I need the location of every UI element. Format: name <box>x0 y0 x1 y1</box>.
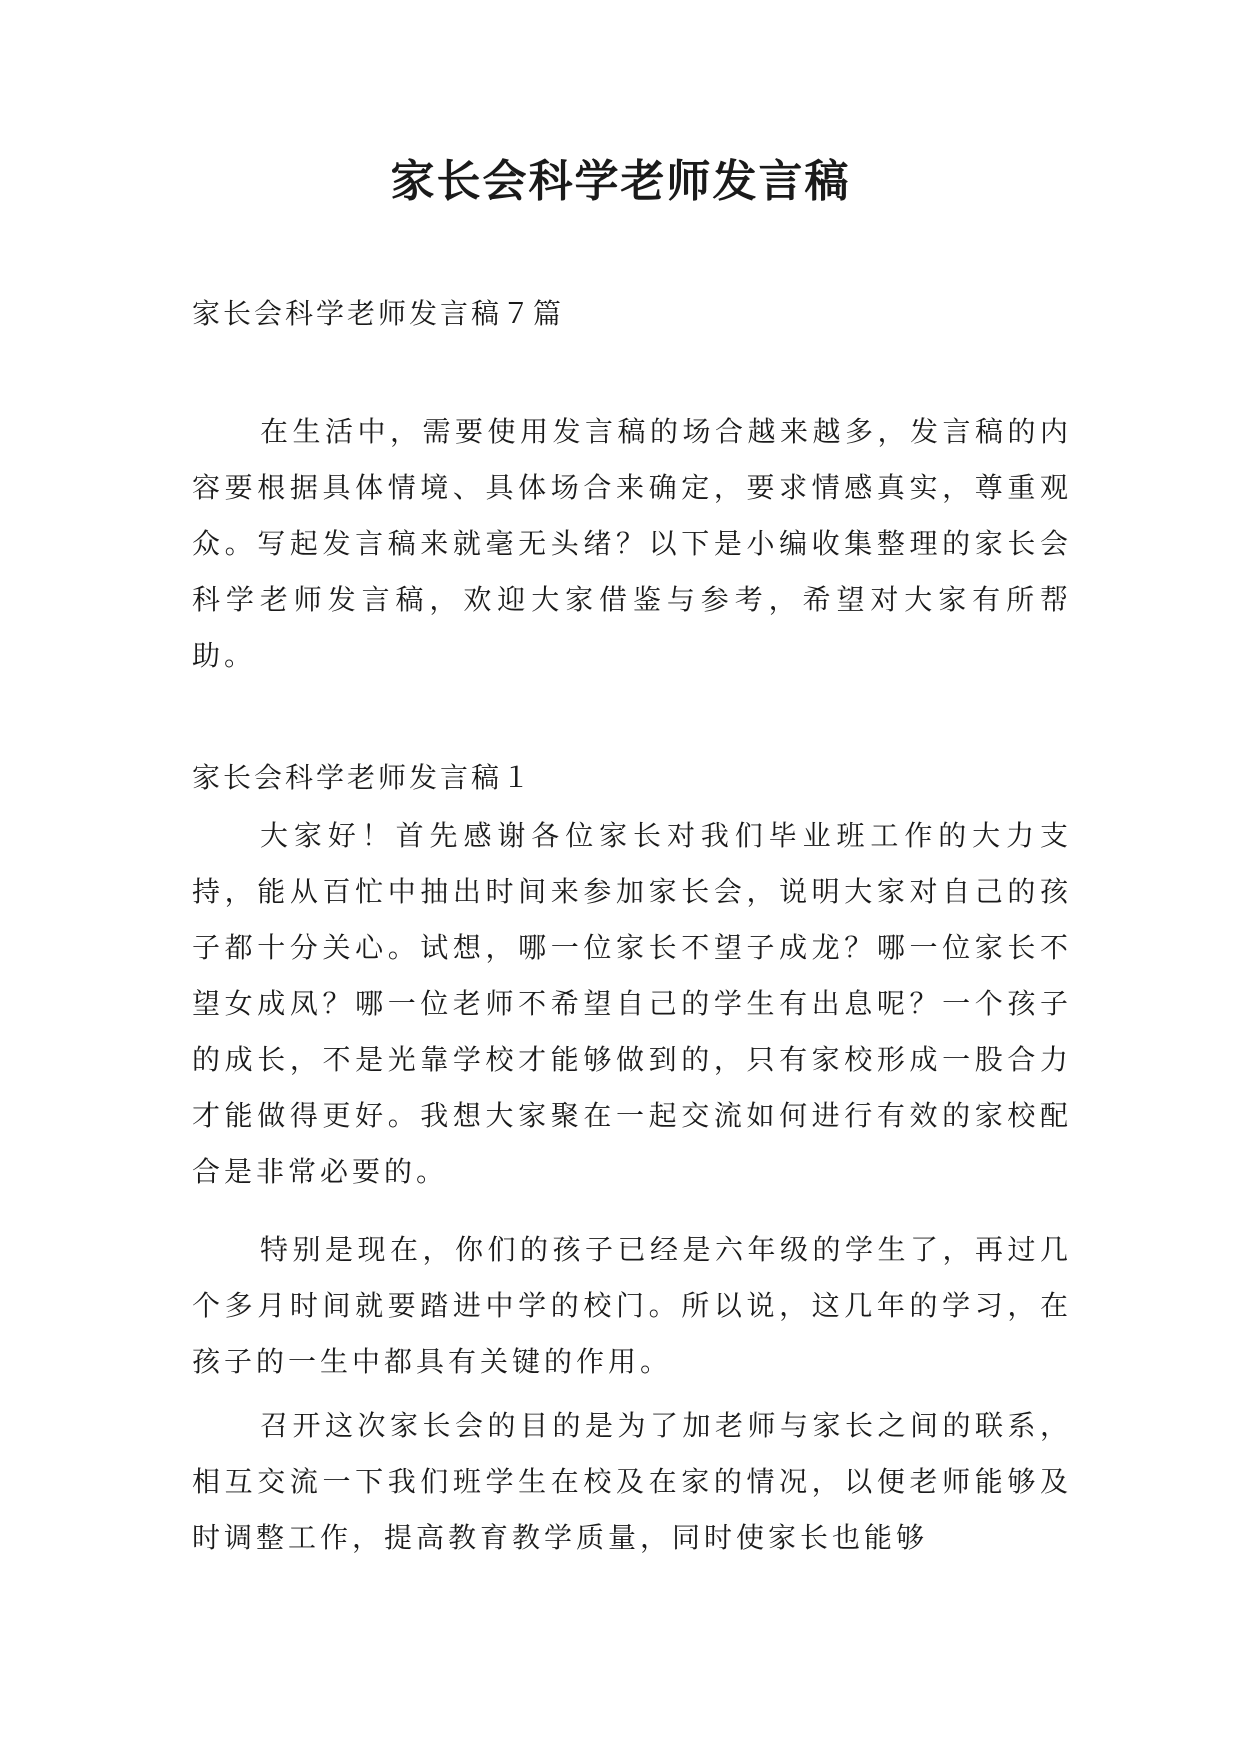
intro-paragraph: 在生活中，需要使用发言稿的场合越来越多，发言稿的内容要根据具体情境、具体场合来确定，要求情感真实，尊重观众。写起发言稿来就毫无头绪？以下是小编收集整理的家长会科学老师发言稿，欢迎大家借鉴与参考，希望对大家有所帮助。 <box>192 415 1072 672</box>
section-1-heading: 家长会科学老师发言稿１ <box>192 761 534 794</box>
section-1-paragraph-3: 召开这次家长会的目的是为了加老师与家长之间的联系，相互交流一下我们班学生在校及在家的情况，以便老师能够及时调整工作，提高教育教学质量，同时使家长也能够 <box>192 1409 1072 1554</box>
section-1-paragraph-1: 大家好！首先感谢各位家长对我们毕业班工作的大力支持，能从百忙中抽出时间来参加家长会，说明大家对自己的孩子都十分关心。试想，哪一位家长不望子成龙？哪一位家长不望女成凤？哪一位老师不希望自己的学生有出息呢？一个孩子的成长，不是光靠学校才能够做到的，只有家校形成一股合力才能做得更好。我想大家聚在一起交流如何进行有效的家校配合是非常必要的。 <box>192 819 1072 1188</box>
section-1-paragraph-2: 特别是现在，你们的孩子已经是六年级的学生了，再过几个多月时间就要踏进中学的校门。所以说，这几年的学习，在孩子的一生中都具有关键的作用。 <box>192 1233 1072 1378</box>
document-subtitle: 家长会科学老师发言稿７篇 <box>192 297 565 330</box>
document-title: 家长会科学老师发言稿 <box>390 156 851 207</box>
